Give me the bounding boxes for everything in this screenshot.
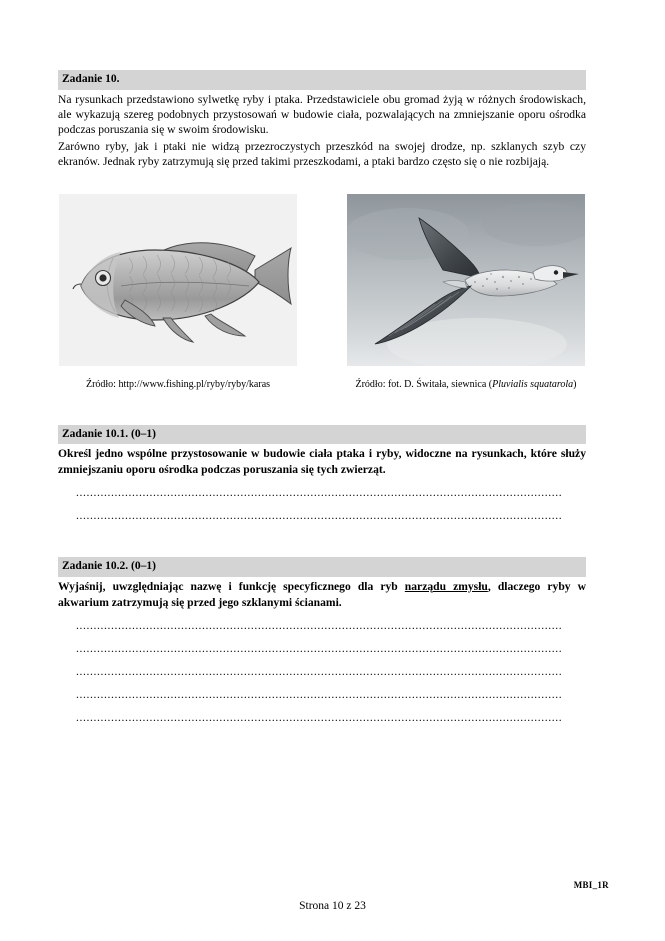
fish-drawing-icon [59,194,297,366]
subtask-10-2-question-line2: dlaczego ryby w akwarium zatrzymują się przed jego szklanymi ścianami. [58,579,587,609]
figure-bird [346,194,586,391]
answer-line[interactable]: ........................................................................................................................................... [76,688,563,702]
subtask-10-1-header-label: Zadanie 10.1. (0–1) [62,427,156,440]
answer-line[interactable]: ........................................................................................................................................... [76,642,563,656]
task-intro [58,92,586,170]
answer-line[interactable]: ........................................................................................................................................... [76,665,563,679]
answer-line[interactable]: ........................................................................................................................................... [76,711,563,725]
bird-photograph [347,194,585,366]
subtask-10-1-question: Określ jedno wspólne przystosowanie w budowie ciała ptaka i ryby, widoczne na rysunkach, które służy zmniejszaniu oporu ośrodka podczas poruszania się tych zwierząt. [58,447,586,476]
answer-line[interactable]: ........................................................................................................................................... [76,619,563,633]
subtask-10-2-header-label: Zadanie 10.2. (0–1) [62,560,156,573]
task-header-label: Zadanie 10. [62,73,120,85]
subtask-10-2-question-underlined: narządu zmysłu [404,579,488,593]
document-code: MBI_1R [573,880,609,890]
bird-caption-suffix: ) [573,378,577,390]
page-content [58,70,586,725]
bird-caption [355,378,576,391]
subtask-10-2 [58,557,586,725]
subtask-10-1-header-band [58,425,586,445]
fish-illustration [59,194,297,366]
bird-photo-icon [347,194,585,366]
figures-row [58,194,586,391]
task-intro-paragraph-2: Zarówno ryby, jak i ptaki nie widzą przezroczystych przeszkód na swojej drodze, np. szklanych szyb czy ekranów. Jednak ryby zatrzymują się przed takimi przeszkodami, a ptaki bardzo często się o nie rozbijają. [58,139,586,169]
bird-caption-prefix: Źródło: fot. D. Świtała, siewnica ( [355,378,493,390]
fish-caption: Źródło: http://www.fishing.pl/ryby/ryby/karas [85,378,271,390]
answer-line[interactable]: ........................................................................................................................................... [76,486,563,500]
page-number: Strona 10 z 23 [299,900,366,912]
subtask-10-1 [58,425,586,524]
subtask-10-2-question [58,579,586,610]
answer-line[interactable]: ........................................................................................................................................... [76,509,563,523]
bird-caption-species: Pluvialis squatarola [492,378,574,390]
subtask-10-2-question-part1: Wyjaśnij, uwzględniając nazwę i funkcję specyficznego dla ryb [58,579,405,593]
figure-fish [58,194,298,391]
subtask-10-2-question-part2: , [487,579,491,593]
subtask-10-2-header-band [58,557,586,577]
task-intro-paragraph-1: Na rysunkach przedstawiono sylwetkę ryby i ptaka. Przedstawiciele obu gromad żyją w różnych środowiskach, ale wykazują szereg podobnych przystosowań w budowie ciała, pozwalających na zmniejszanie oporu ośrodka podczas poruszania się w swoim środowisku. [58,92,586,137]
task-header-band [58,70,586,90]
